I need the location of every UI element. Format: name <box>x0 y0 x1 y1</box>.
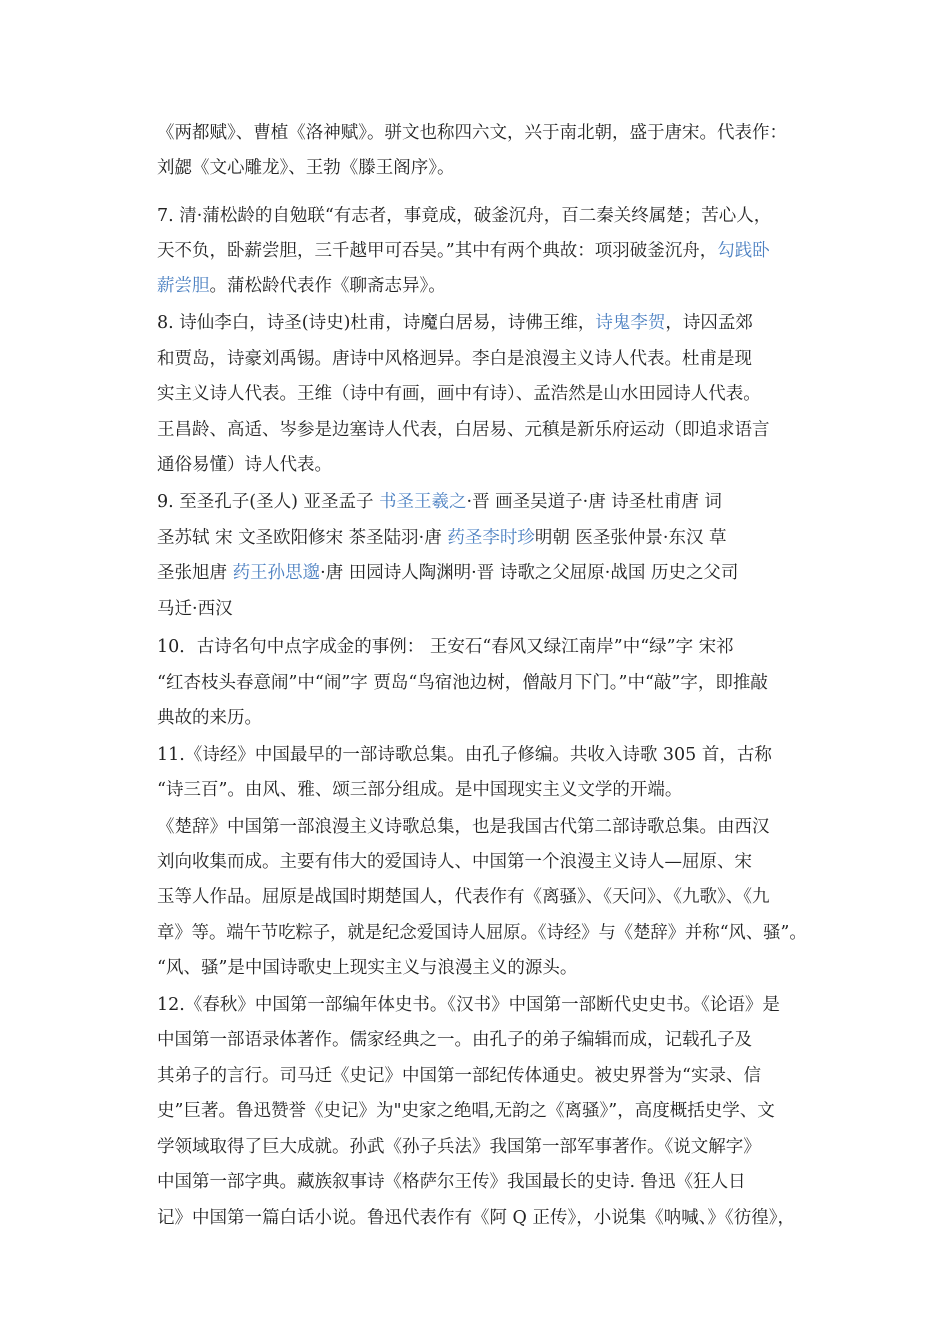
text-line <box>157 668 768 698</box>
text-run: 通俗易懂）诗人代表。 <box>157 455 332 475</box>
inline-link[interactable]: 诗鬼李贺 <box>595 313 666 333</box>
text-run: 史”巨著。鲁迅赞誉《史记》为"史家之绝唱,无韵之《离骚》”，高度概括史学、文 <box>157 1101 775 1121</box>
text-run: 天不负，卧薪尝胆，三千越甲可吞吴。”其中有两个典故：项羽破釜沉舟， <box>157 241 718 261</box>
inline-link[interactable]: 药圣李时珍 <box>447 528 535 548</box>
text-line <box>157 882 770 912</box>
text-run: 明朝 医圣张仲景·东汉 草 <box>534 528 727 548</box>
text-run: 8. 诗仙李白，诗圣(诗史)杜甫，诗魔白居易，诗佛王维， <box>157 313 596 333</box>
text-line <box>157 1203 795 1233</box>
text-line <box>157 201 771 231</box>
inline-link[interactable]: 书圣王羲之 <box>379 492 467 512</box>
text-run: 马迁·西汉 <box>157 599 233 619</box>
text-run: 学领域取得了巨大成就。孙武《孙子兵法》我国第一部军事著作。《说文解字》 <box>157 1137 761 1157</box>
text-line <box>157 1132 761 1162</box>
text-line <box>157 1167 746 1197</box>
text-line <box>157 594 233 624</box>
text-line <box>157 523 727 553</box>
text-run: 9. 至圣孔子(圣人) 亚圣孟子 <box>157 492 380 512</box>
text-line <box>157 558 738 588</box>
text-run: 圣张旭唐 <box>157 563 233 583</box>
text-line <box>157 487 722 517</box>
text-line <box>157 153 455 183</box>
text-run: ，诗囚孟郊 <box>665 313 753 333</box>
text-run: 王昌龄、高适、岑参是边塞诗人代表，白居易、元稹是新乐府运动（即追求语言 <box>157 420 770 440</box>
text-line <box>157 450 332 480</box>
text-run: 11.《诗经》中国最早的一部诗歌总集。由孔子修编。共收入诗歌 305 首，古称 <box>157 745 772 765</box>
text-line <box>157 1025 752 1055</box>
text-line <box>157 812 770 842</box>
text-run: “诗三百”。由风、雅、颂三部分组成。是中国现实主义文学的开端。 <box>157 780 683 800</box>
text-line <box>157 271 446 301</box>
text-line <box>157 953 577 983</box>
text-run: 典故的来历。 <box>157 708 262 728</box>
text-run: 实主义诗人代表。王维（诗中有画，画中有诗）、孟浩然是山水田园诗人代表。 <box>157 384 761 404</box>
text-run: 12.《春秋》中国第一部编年体史书。《汉书》中国第一部断代史史书。《论语》是 <box>157 995 780 1015</box>
text-run: 10．古诗名句中点字成金的事例： 王安石“春风又绿江南岸”中“绿”字 宋祁 <box>157 637 734 657</box>
text-line <box>157 632 734 662</box>
text-run: 记》中国第一篇白话小说。鲁迅代表作有《阿 Q 正传》，小说集《呐喊、》《彷徨》， <box>157 1208 795 1228</box>
text-line <box>157 344 752 374</box>
text-line <box>157 775 682 805</box>
text-line <box>157 236 770 266</box>
inline-link[interactable]: 薪尝胆 <box>157 276 210 296</box>
text-run: 和贾岛，诗豪刘禹锡。唐诗中风格迥异。李白是浪漫主义诗人代表。杜甫是现 <box>157 349 752 369</box>
inline-link[interactable]: 药王孙思邈 <box>232 563 321 583</box>
text-run: ·唐 田园诗人陶渊明·晋 诗歌之父屈原·战国 历史之父司 <box>320 563 739 583</box>
text-run: 《两都赋》、曹植《洛神赋》。骈文也称四六文，兴于南北朝，盛于唐宋。代表作： <box>157 123 787 143</box>
text-run: 中国第一部字典。藏族叙事诗《格萨尔王传》我国最长的史诗. 鲁迅《狂人日 <box>157 1172 746 1192</box>
text-line <box>157 308 753 338</box>
text-run: 圣苏轼 宋 文圣欧阳修宋 茶圣陆羽·唐 <box>157 528 448 548</box>
text-run: 其弟子的言行。司马迁《史记》中国第一部纪传体通史。被史界誉为“实录、信 <box>157 1066 761 1086</box>
inline-link[interactable]: 勾践卧 <box>717 241 770 261</box>
text-run: “风、骚”是中国诗歌史上现实主义与浪漫主义的源头。 <box>157 958 578 978</box>
text-line <box>157 740 772 770</box>
text-run: 玉等人作品。屈原是战国时期楚国人，代表作有《离骚》、《天问》、《九歌》、《九 <box>157 887 770 907</box>
text-run: 刘勰《文心雕龙》、王勃《滕王阁序》。 <box>157 158 455 178</box>
text-run: 中国第一部语录体著作。儒家经典之一。由孔子的弟子编辑而成，记载孔子及 <box>157 1030 752 1050</box>
text-line <box>157 118 787 148</box>
text-run: ·晋 画圣吴道子·唐 诗圣杜甫唐 词 <box>466 492 722 512</box>
text-line <box>157 847 752 877</box>
text-line <box>157 415 770 445</box>
text-run: 章》等。端午节吃粽子，就是纪念爱国诗人屈原。《诗经》与《楚辞》并称“风、骚”。 <box>157 923 807 943</box>
text-line <box>157 379 761 409</box>
text-line <box>157 703 262 733</box>
text-run: 7. 清·蒲松龄的自勉联“有志者，事竟成，破釜沉舟，百二秦关终属楚；苦心人， <box>157 206 772 226</box>
text-line <box>157 1096 775 1126</box>
text-run: 刘向收集而成。主要有伟大的爱国诗人、中国第一个浪漫主义诗人—屈原、宋 <box>157 852 752 872</box>
text-run: 。蒲松龄代表作《聊斋志异》。 <box>209 276 446 296</box>
text-run: “红杏枝头春意闹”中“闹”字 贾岛“鸟宿池边树，僧敲月下门。”中“敲”字，即推敲 <box>157 673 768 693</box>
text-line <box>157 918 807 948</box>
text-line <box>157 990 780 1020</box>
text-line <box>157 1061 761 1091</box>
text-run: 《楚辞》中国第一部浪漫主义诗歌总集，也是我国古代第二部诗歌总集。由西汉 <box>157 817 770 837</box>
